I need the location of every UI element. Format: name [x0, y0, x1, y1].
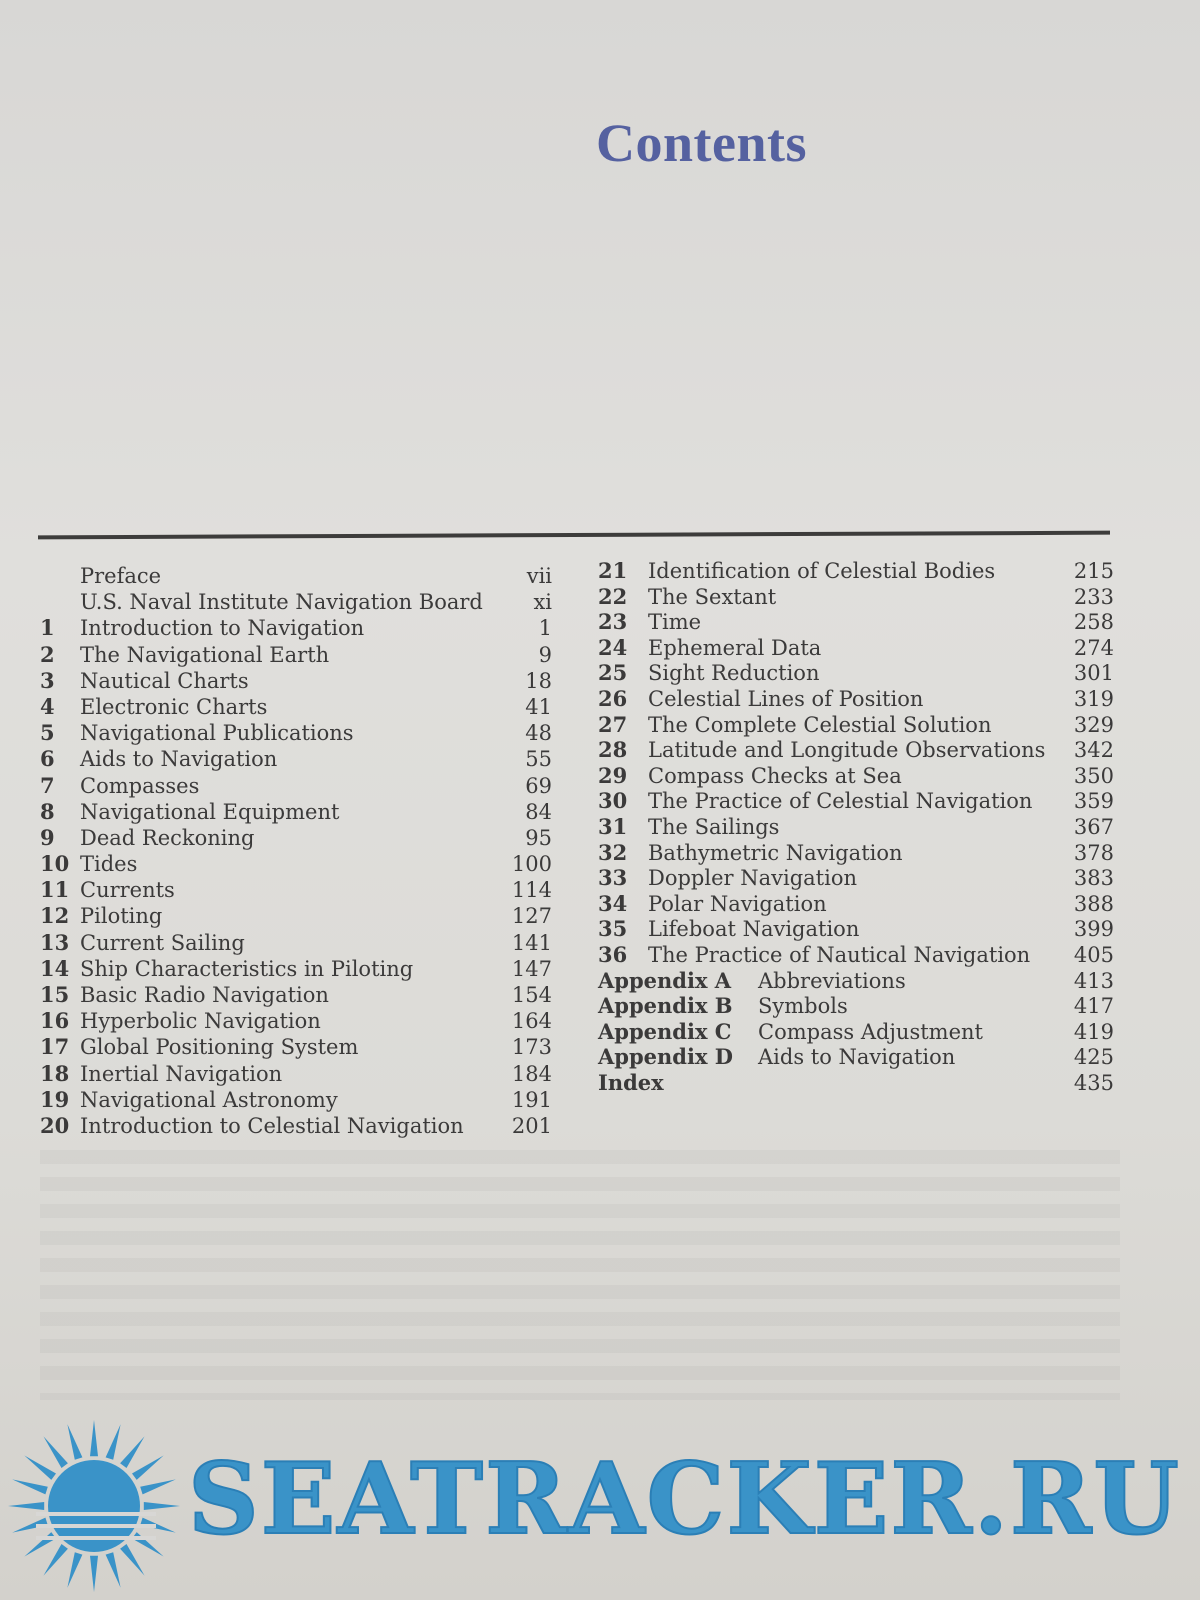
chapter-title: Electronic Charts	[80, 694, 268, 719]
page-number: 173	[511, 1035, 552, 1060]
toc-entry	[40, 720, 552, 746]
chapter-title: Bathymetric Navigation	[648, 840, 903, 865]
chapter-title: Currents	[80, 878, 175, 903]
index-label: Index	[598, 1069, 664, 1095]
chapter-title: The Complete Celestial Solution	[648, 712, 992, 737]
toc-entry	[40, 668, 552, 694]
page-number: 154	[511, 983, 552, 1007]
toc-entry	[40, 615, 552, 641]
page-number: 84	[525, 799, 552, 824]
chapter-title: The Practice of Nautical Navigation	[648, 942, 1031, 967]
chapter-number: 26	[598, 685, 628, 711]
chapter-number: 2	[40, 641, 55, 667]
page-number: 419	[1073, 1019, 1114, 1044]
chapter-number: 22	[598, 583, 628, 609]
chapter-title: Sight Reduction	[648, 661, 820, 686]
toc-entry	[598, 814, 1114, 840]
chapter-number: 12	[40, 903, 70, 929]
chapter-title: Tides	[80, 852, 138, 877]
page-number: 201	[511, 1113, 552, 1138]
chapter-title: Compasses	[80, 773, 200, 798]
chapter-number: 1	[40, 615, 55, 641]
page-number: 9	[538, 642, 552, 667]
toc-left-column	[40, 563, 552, 1139]
page-number: vii	[526, 564, 552, 588]
chapter-title: Ship Characteristics in Piloting	[80, 956, 414, 981]
watermark-text: SEATRACKER.RU	[188, 1442, 1181, 1557]
chapter-title: Celestial Lines of Position	[648, 686, 924, 711]
chapter-number: 5	[40, 720, 55, 746]
appendix-label: Appendix C	[598, 1018, 732, 1044]
toc-entry	[40, 589, 552, 615]
page-number: 378	[1073, 840, 1114, 865]
chapter-title: Navigational Astronomy	[80, 1087, 338, 1112]
toc-entry	[598, 763, 1114, 789]
toc-entry	[40, 799, 552, 825]
page-number: 258	[1073, 610, 1114, 635]
toc-entry	[598, 635, 1114, 661]
chapter-number: 24	[598, 634, 628, 660]
chapter-number: 32	[598, 839, 628, 865]
appendix-entry	[598, 993, 1114, 1019]
page-number: 114	[511, 878, 552, 903]
chapter-number: 13	[40, 929, 70, 955]
chapter-title: Nautical Charts	[80, 668, 249, 693]
appendix-title: Aids to Navigation	[758, 1045, 956, 1070]
toc-entry	[40, 773, 552, 799]
chapter-title: Introduction to Celestial Navigation	[80, 1113, 464, 1138]
chapter-number: 10	[40, 851, 70, 877]
chapter-number: 23	[598, 609, 628, 635]
toc-entry	[40, 694, 552, 720]
chapter-number: 27	[598, 711, 628, 737]
chapter-number: 34	[598, 890, 628, 916]
appendix-title: Abbreviations	[758, 968, 906, 993]
chapter-number: 7	[40, 772, 55, 798]
chapter-title: Navigational Publications	[80, 721, 354, 746]
chapter-title: Inertial Navigation	[80, 1061, 283, 1086]
chapter-title: The Practice of Celestial Navigation	[648, 789, 1033, 814]
toc-entry	[598, 788, 1114, 814]
toc-entry	[40, 877, 552, 903]
chapter-number: 33	[598, 865, 628, 891]
chapter-title: Polar Navigation	[648, 891, 827, 916]
chapter-title: Navigational Equipment	[80, 799, 340, 824]
chapter-title: The Sextant	[648, 584, 777, 609]
toc-entry	[40, 1034, 552, 1060]
chapter-title: Aids to Navigation	[80, 747, 278, 772]
chapter-number: 30	[598, 788, 628, 814]
chapter-number: 29	[598, 762, 628, 788]
toc-entry	[40, 1113, 552, 1139]
chapter-title: Doppler Navigation	[648, 866, 857, 891]
chapter-number: 11	[40, 877, 70, 903]
chapter-number: 36	[598, 941, 628, 967]
toc-entry	[40, 1061, 552, 1087]
page-number: 41	[525, 694, 552, 719]
chapter-title: Piloting	[80, 904, 163, 929]
chapter-number: 4	[40, 693, 55, 719]
toc-entry	[598, 891, 1114, 917]
toc-entry	[40, 851, 552, 877]
page-number: 274	[1073, 635, 1114, 660]
page-number: 95	[525, 825, 552, 850]
chapter-title: Lifeboat Navigation	[648, 917, 860, 942]
toc-entry	[40, 956, 552, 982]
page-number: 100	[511, 852, 552, 877]
page-number: 184	[511, 1061, 552, 1086]
page-number: 233	[1073, 584, 1114, 609]
appendix-title: Symbols	[758, 994, 848, 1019]
page-number: 48	[525, 721, 552, 746]
toc-entry	[598, 660, 1114, 686]
page-number: 191	[511, 1087, 552, 1112]
page-number: 342	[1073, 738, 1114, 763]
toc-right-column	[598, 558, 1114, 1095]
page-number: 405	[1073, 942, 1114, 967]
chapter-title: Ephemeral Data	[648, 635, 822, 660]
appendix-label: Appendix D	[598, 1044, 733, 1070]
chapter-title: The Sailings	[648, 814, 780, 839]
page-number: 215	[1073, 559, 1114, 583]
chapter-number: 14	[40, 955, 70, 981]
chapter-title: Dead Reckoning	[80, 825, 255, 850]
page-number: 147	[511, 956, 552, 981]
chapter-number: 15	[40, 982, 70, 1007]
chapter-number: 8	[40, 798, 55, 824]
chapter-title: Introduction to Navigation	[80, 616, 365, 641]
page-title: Contents	[596, 113, 808, 173]
chapter-number: 28	[598, 737, 628, 763]
toc-entry	[40, 982, 552, 1008]
chapter-title: Preface	[80, 564, 162, 588]
bleed-through-text	[40, 1150, 1120, 1400]
toc-entry	[598, 609, 1114, 635]
header-rule	[38, 531, 1110, 540]
chapter-number: 3	[40, 667, 55, 693]
chapter-title: Identification of Celestial Bodies	[648, 559, 996, 583]
chapter-title: Current Sailing	[80, 930, 245, 955]
chapter-number: 18	[40, 1060, 70, 1086]
page-number: 319	[1073, 686, 1114, 711]
page-number: 413	[1073, 968, 1114, 993]
appendix-entry	[598, 1044, 1114, 1070]
toc-entry	[598, 942, 1114, 968]
toc-entry	[40, 930, 552, 956]
page-number: xi	[533, 590, 552, 615]
toc-entry	[598, 558, 1114, 584]
chapter-title: Compass Checks at Sea	[648, 763, 902, 788]
toc-entry	[598, 686, 1114, 712]
toc-entry	[40, 642, 552, 668]
chapter-number: 6	[40, 746, 55, 772]
index-entry	[598, 1070, 1114, 1096]
page-number: 301	[1073, 661, 1114, 686]
appendix-entry	[598, 968, 1114, 994]
page-number: 69	[525, 773, 552, 798]
appendix-title: Compass Adjustment	[758, 1019, 983, 1044]
toc-entry	[598, 916, 1114, 942]
chapter-number: 9	[40, 824, 55, 850]
toc-entry	[40, 903, 552, 929]
toc-entry	[598, 712, 1114, 738]
sun-icon	[6, 1420, 186, 1600]
chapter-title: Hyperbolic Navigation	[80, 1009, 321, 1034]
toc-entry	[598, 737, 1114, 763]
toc-entry	[40, 1008, 552, 1034]
chapter-number: 31	[598, 813, 628, 839]
page-number: 425	[1073, 1045, 1114, 1070]
chapter-number: 25	[598, 660, 628, 686]
page-number: 329	[1073, 712, 1114, 737]
page-number: 383	[1073, 866, 1114, 891]
page-number: 1	[538, 616, 552, 641]
watermark	[0, 1420, 1200, 1600]
page-number: 435	[1073, 1070, 1114, 1095]
appendix-entry	[598, 1019, 1114, 1045]
page-number: 18	[525, 668, 552, 693]
appendix-label: Appendix B	[598, 993, 733, 1019]
toc-entry	[40, 1087, 552, 1113]
chapter-number: 21	[598, 558, 628, 583]
chapter-number: 20	[40, 1112, 70, 1138]
chapter-title: Time	[648, 610, 702, 635]
appendix-label: Appendix A	[598, 967, 732, 993]
toc-entry	[598, 840, 1114, 866]
page-number: 388	[1073, 891, 1114, 916]
chapter-title: Global Positioning System	[80, 1035, 359, 1060]
chapter-title: The Navigational Earth	[80, 642, 330, 667]
page-number: 350	[1073, 763, 1114, 788]
chapter-number: 19	[40, 1086, 70, 1112]
toc-entry	[40, 746, 552, 772]
toc-entry	[598, 865, 1114, 891]
page-number: 55	[525, 747, 552, 772]
chapter-title: U.S. Naval Institute Navigation Board	[80, 590, 483, 615]
chapter-title: Latitude and Longitude Observations	[648, 738, 1046, 763]
chapter-number: 17	[40, 1034, 70, 1060]
chapter-number: 35	[598, 916, 628, 942]
page-number: 164	[511, 1009, 552, 1034]
page-number: 141	[511, 930, 552, 955]
toc-entry	[40, 825, 552, 851]
page-number: 127	[511, 904, 552, 929]
page-number: 367	[1073, 814, 1114, 839]
toc-entry	[40, 563, 552, 589]
page-number: 359	[1073, 789, 1114, 814]
toc-entry	[598, 584, 1114, 610]
page-number: 417	[1073, 994, 1114, 1019]
chapter-number: 16	[40, 1008, 70, 1034]
page-number: 399	[1073, 917, 1114, 942]
chapter-title: Basic Radio Navigation	[80, 983, 329, 1007]
